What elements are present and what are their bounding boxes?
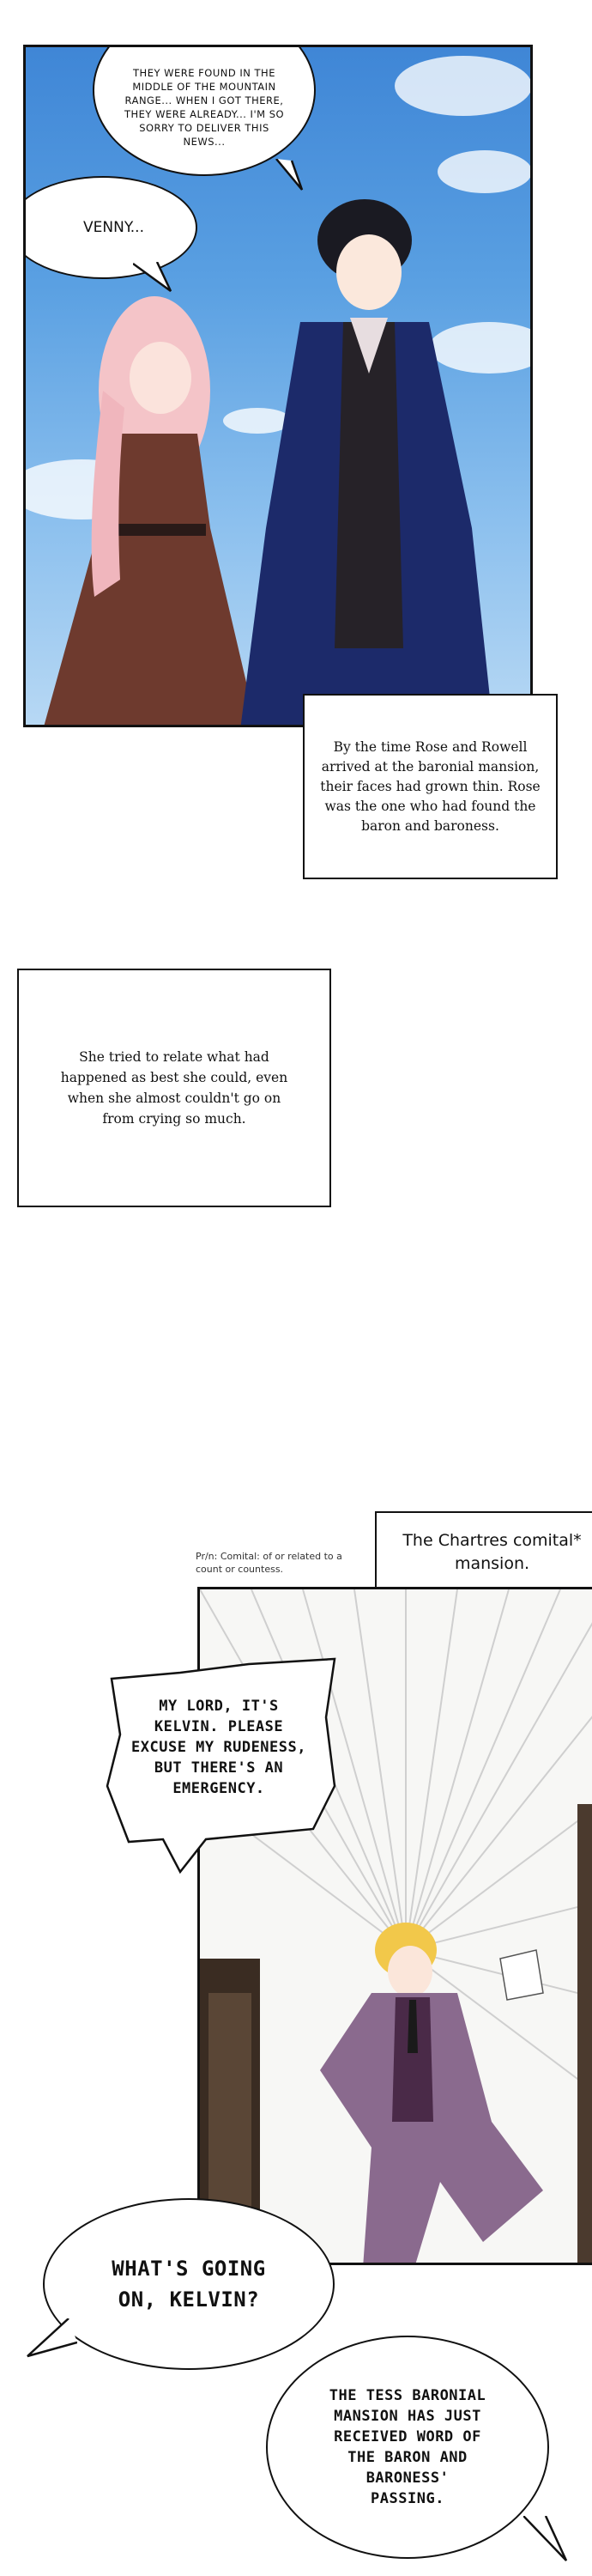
rowell-face — [336, 234, 402, 310]
narration-text: By the time Rose and Rowell arrived at the baronial mansion, their faces had grown thin. Rose was the one who had found the baron and baroness. — [320, 738, 541, 834]
bubble-tail — [523, 2516, 575, 2567]
speech-text: MY LORD, IT'S KELVIN. PLEASE EXCUSE MY RUDENESS, BUT THERE'S AN EMERGENCY. — [131, 1698, 306, 1797]
speech-text: THEY WERE FOUND IN THE MIDDLE OF THE MOUNTAIN RANGE... WHEN I GOT THERE, THEY WERE ALREADY... I'M SO SORRY TO DELIVER THIS NEWS... — [124, 67, 285, 148]
speech-bubble-whats-going-on — [43, 2198, 335, 2370]
narration-text: The Chartres comital* mansion. — [402, 1531, 582, 1573]
kelvin-coat — [320, 1993, 543, 2265]
kelvin-face — [388, 1946, 432, 1997]
rose-dress — [43, 434, 257, 727]
rose-face — [130, 342, 191, 414]
narration-text: She tried to relate what had happened as best she could, even when she almost couldn't go on from crying so much. — [60, 1049, 288, 1127]
narration-box-arrival — [303, 694, 558, 879]
narration-box-chartres — [375, 1511, 592, 1594]
door-right — [577, 1804, 592, 2265]
speech-text: VENNY... — [83, 219, 144, 236]
narration-box-relate — [17, 969, 331, 1207]
speech-text: WHAT'S GOING ON, KELVIN? — [112, 2257, 266, 2312]
speech-bubble-tess-news — [266, 2336, 549, 2559]
rose-belt — [112, 524, 206, 536]
speech-text: THE TESS BARONIAL MANSION HAS JUST RECEIVED WORD OF THE BARON AND BARONESS' PASSING. — [329, 2387, 486, 2507]
kelvin-tie — [408, 2000, 418, 2053]
bubble-tail — [133, 262, 176, 296]
bubble-tail — [26, 2318, 77, 2361]
letter-paper — [500, 1950, 543, 2000]
bubble-tail — [275, 159, 309, 193]
panel-sky-scene — [23, 45, 533, 727]
translator-note: Pr/n: Comital: of or related to a count or countess. — [196, 1551, 342, 1575]
